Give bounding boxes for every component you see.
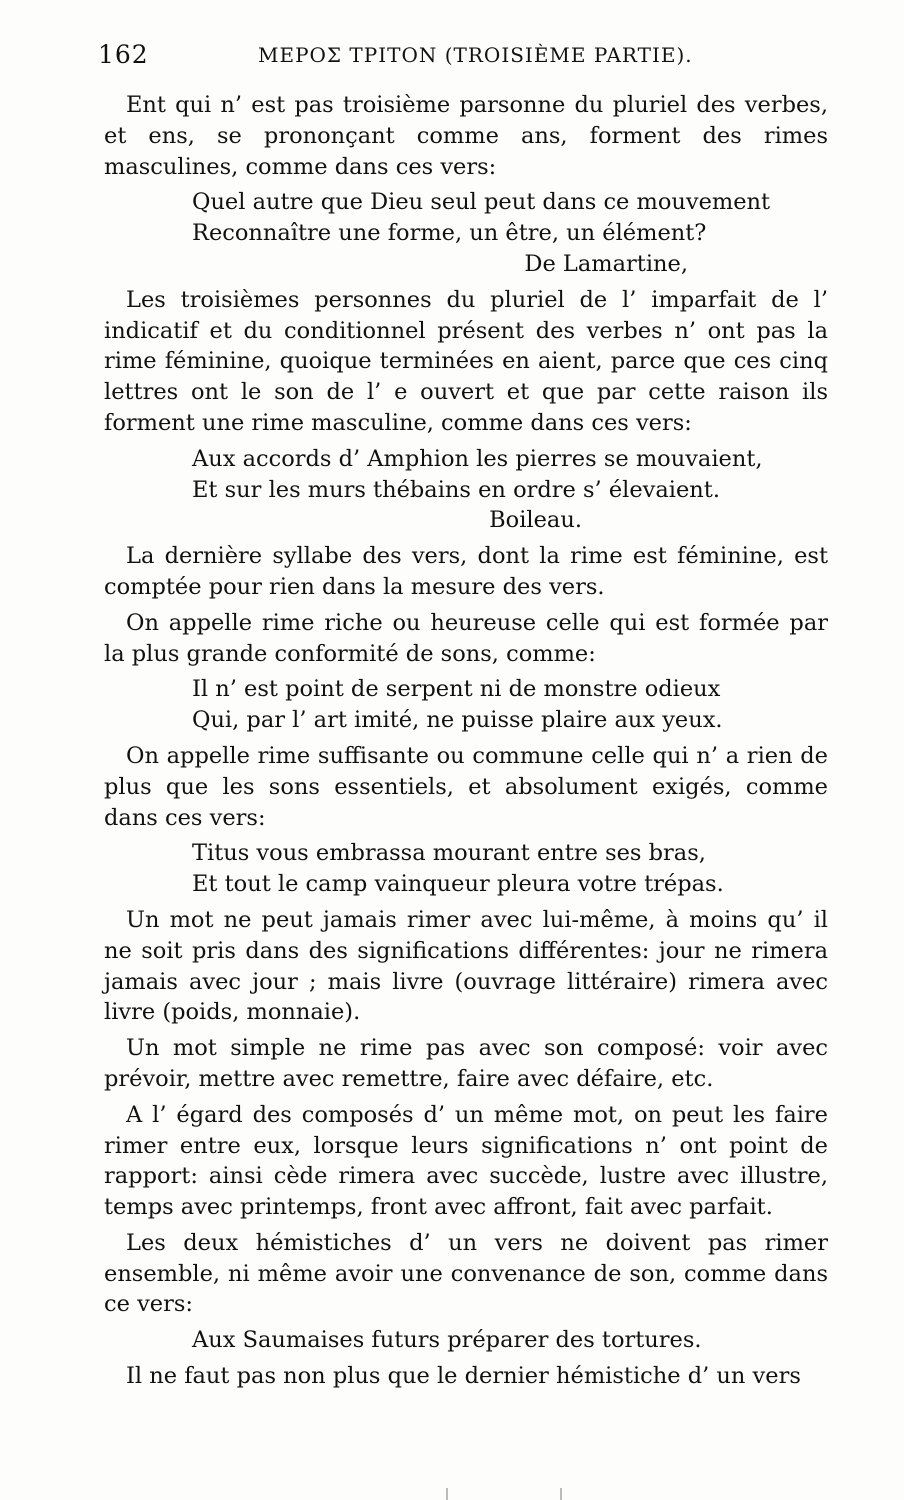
- paragraph: Les deux hémistiches d’ un vers ne doivent pas rimer ensemble, ni même avoir une convenance de son, comme dans ce vers:: [104, 1229, 828, 1318]
- paragraph: On appelle rime riche ou heureuse celle qui est formée par la plus grande conformité de sons, comme:: [104, 609, 828, 667]
- verse-quote: [104, 838, 828, 900]
- paragraph: A l’ égard des composés d’ un même mot, on peut les faire rimer entre eux, lorsque leurs significations n’ ont point de rapport: ainsi cède rimera avec succède, lustre avec illustre, temps avec printemps, front avec affront, fait avec parfait.: [104, 1101, 828, 1221]
- page-header: [98, 40, 838, 76]
- verse-line: Aux Saumaises futurs préparer des tortures.: [192, 1327, 702, 1354]
- paragraph: Ent qui n’ est pas troisième parsonne du pluriel des verbes, et ens, se prononçant comme ans, forment des rimes masculines, comme dans ces vers:: [104, 92, 828, 180]
- verse-line: Qui, par l’ art imité, ne puisse plaire aux yeux.: [192, 707, 723, 734]
- verse-quote: [104, 187, 828, 249]
- page-body: [104, 90, 828, 1397]
- paragraph: Un mot simple ne rime pas avec son composé: voir avec prévoir, mettre avec remettre, faire avec défaire, etc.: [104, 1035, 828, 1092]
- paragraph: Il ne faut pas non plus que le dernier hémistiche d’ un vers: [126, 1363, 801, 1390]
- page-number: 162: [98, 40, 149, 69]
- verse-line: Titus vous embrassa mourant entre ses bras,: [192, 840, 706, 867]
- paragraph: Un mot ne peut jamais rimer avec lui-même, à moins qu’ il ne soit pris dans des significations différentes: jour ne rimera jamais avec jour ; mais livre (ouvrage littéraire) rimera avec livre (poids, monnaie).: [104, 906, 828, 1026]
- verse-line: Aux accords d’ Amphion les pierres se mouvaient,: [192, 445, 763, 472]
- paragraph: Les troisièmes personnes du pluriel de l’ imparfait de l’ indicatif et du conditionnel présent des verbes n’ ont pas la rime féminine, quoique terminées en aient, parce que ces cinq lettres ont le son de l’ e ouvert et que par cette raison ils forment une rime masculine, comme dans ces vers:: [104, 286, 828, 436]
- print-mark: [446, 1488, 448, 1500]
- paragraph: On appelle rime suffisante ou commune celle qui n’ a rien de plus que les sons essentiels, et absolument exigés, comme dans ces vers:: [104, 742, 828, 831]
- attribution: Boileau.: [489, 507, 582, 534]
- verse-line: Et tout le camp vainqueur pleura votre trépas.: [192, 871, 724, 898]
- verse-line: Et sur les murs thébains en ordre s’ élevaient.: [192, 476, 720, 503]
- print-mark: [560, 1488, 562, 1500]
- running-head: ΜΕΡΟΣ ΤΡΙΤΟΝ (TROISIÈME PARTIE).: [258, 43, 693, 67]
- attribution: De Lamartine,: [524, 250, 688, 277]
- verse-quote: [104, 1325, 828, 1356]
- paragraph: La dernière syllabe des vers, dont la rime est féminine, est comptée pour rien dans la mesure des vers.: [104, 543, 828, 600]
- verse-quote: [104, 674, 828, 736]
- verse-line: Il n’ est point de serpent ni de monstre odieux: [192, 676, 721, 703]
- verse-line: Reconnaître une forme, un être, un élément?: [192, 220, 707, 247]
- page-bottom-edge: [0, 1488, 904, 1500]
- verse-quote: [104, 444, 828, 506]
- verse-line: Quel autre que Dieu seul peut dans ce mouvement: [192, 189, 771, 216]
